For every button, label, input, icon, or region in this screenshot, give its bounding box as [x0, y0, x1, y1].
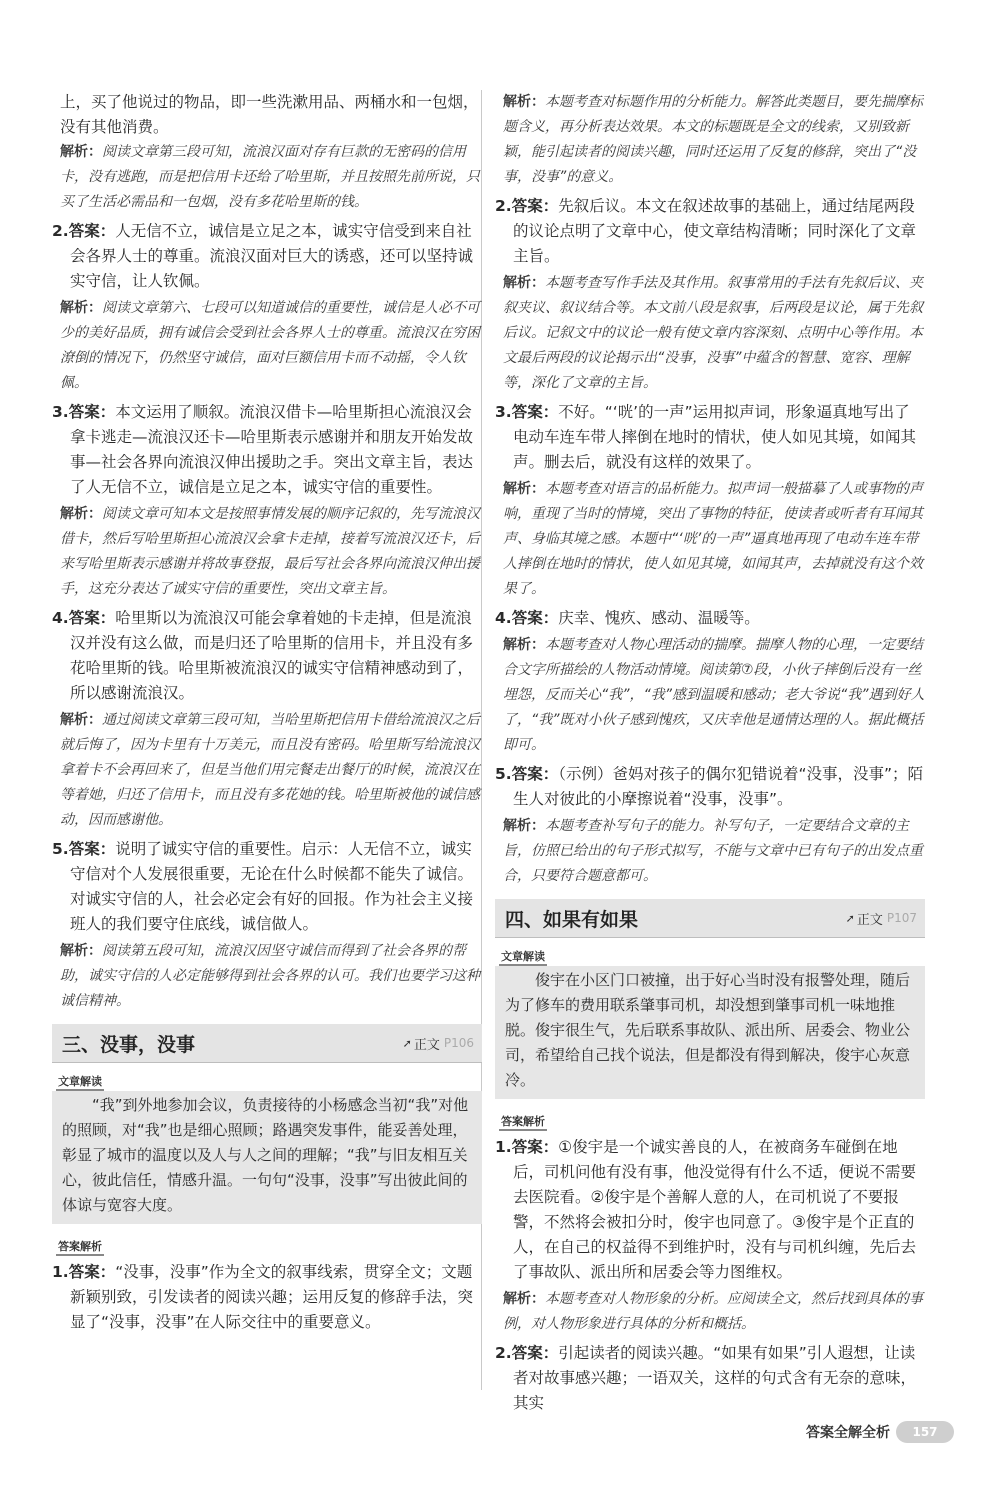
section-page-ref: ➚ 正文 P106 — [402, 1036, 474, 1053]
answer: 2.答案：引起读者的阅读兴趣。“如果有如果”引人遐想，让读者对故事感兴趣；一语双关，这样的句式含有无奈的意味，其实 — [495, 1344, 917, 1412]
answer: 3.答案：本文运用了顺叙。流浪汉借卡—哈里斯担心流浪汉会拿卡逃走—流浪汉还卡—哈里斯表示感谢并和朋友开始发故事—社会各界向流浪汉伸出援助之手。突出文章主旨，表达了人无信不立，诚信是立足之本，诚实守信的重要性。 — [52, 403, 474, 496]
section-header-3 — [52, 1024, 482, 1063]
answer: 2.答案：人无信不立，诚信是立足之本，诚实守信受到来自社会各界人士的尊重。流浪汉面对巨大的诱惑，还可以坚持诚实守信，让人钦佩。 — [52, 222, 474, 290]
explanation: 解析：本题考查对人物心理活动的揣摩。揣摩人物的心理，一定要结合文字所描绘的人物活动情境。阅读第⑦段，小伙子摔倒后没有一丝埋怨，反而关心“我”，“我”感到温暖和感动；老大爷说“我”遇到好人了，“我”既对小伙子感到愧疚，又庆幸他是通情达理的人。据此概括即可。 — [503, 637, 925, 753]
answer-continuation: 上，买了他说过的物品，即一些洗漱用品、两桶水和一包烟，没有其他消费。 — [60, 93, 479, 136]
answer: 5.答案：说明了诚实守信的重要性。启示：人无信不立，诚实守信对个人发展很重要，无论在什么时候都不能失了诚信。对诚实守信的人，社会必定会有好的回报。作为社会主义接班人的我们要守住底线，诚信做人。 — [52, 840, 474, 933]
s3-question-2 — [495, 194, 925, 396]
summary-tag: 文章解读 — [499, 948, 547, 966]
answer: 4.答案：庆幸、愧疚、感动、温暖等。 — [495, 609, 760, 627]
answer: 2.答案：先叙后议。本文在叙述故事的基础上，通过结尾两段的议论点明了文章中心，使文章结构清晰；同时深化了文章主旨。 — [495, 197, 917, 265]
explanation: 解析：本题考查补写句子的能力。补写句子，一定要结合文章的主旨，仿照已给出的句子形式拟写，不能与文章中已有句子的出发点重合，只要符合题意都可。 — [503, 818, 923, 884]
answer: 1.答案：①俊宇是一个诚实善良的人，在被商务车碰倒在地后，司机问他有没有事，他没觉得有什么不适，便说不需要去医院看。②俊宇是个善解人意的人，在司机说了不要报警，不然将会被扣分时，俊宇也同意了。③俊宇是个正直的人，在自己的权益得不到维护时，没有与司机纠缠，先后去了事故队、派出所和居委会等力图维权。 — [495, 1138, 917, 1281]
question-5 — [52, 837, 482, 1014]
explanation: 解析：本题考查对语言的品析能力。拟声词一般描摹了人或事物的声响，重现了当时的情境，突出了事物的特征，使读者或听者有耳闻其声、身临其境之感。本题中“‘咣’的一声”逼真地再现了电动车连车带人摔倒在地时的情状，使人如见其境，如闻其声，去掉就没有这个效果了。 — [503, 481, 923, 597]
explanation: 解析：阅读文章可知本文是按照事情发展的顺序记叙的，先写流浪汉借卡，然后写哈里斯担心流浪汉会拿卡走掉，接着写流浪汉还卡，后来写哈里斯表示感谢并将故事登报，最后写社会各界向流浪汉伸出援手，这充分表达了诚实守信的重要性，突出文章主旨。 — [60, 506, 480, 597]
answer: 4.答案：哈里斯以为流浪汉可能会拿着她的卡走掉，但是流浪汉并没有这么做，而是归还了哈里斯的信用卡，并且没有多花哈里斯的钱。哈里斯被流浪汉的诚实守信精神感动到了，所以感谢流浪汉。 — [52, 609, 474, 702]
article-summary: “我”到外地参加会议，负责接待的小杨感念当初“我”对他的照顾，对“我”也是细心照顾；路遇突发事件，能妥善处理，彰显了城市的温度以及人与人之间的理解；“我”与旧友相互关心，彼此信任，情感升温。一句句“没事，没事”写出彼此间的体谅与宽容大度。 — [52, 1091, 482, 1224]
explanation: 解析：通过阅读文章第三段可知，当哈里斯把信用卡借给流浪汉之后就后悔了，因为卡里有十万美元，而且没有密码。哈里斯写给流浪汉拿着卡不会再回来了，但是当他们用完餐走出餐厅的时候，流浪汉在等着她，归还了信用卡，而且没有多花她的钱。哈里斯被他的诚信感动，因而感谢他。 — [60, 712, 480, 828]
explanation: 解析：阅读文章第六、七段可以知道诚信的重要性，诚信是人必不可少的美好品质，拥有诚信会受到社会各界人士的尊重。流浪汉在穷困潦倒的情况下，仍然坚守诚信，面对巨额信用卡而不动摇，令人钦佩。 — [60, 300, 480, 391]
s3-question-1 — [52, 1260, 482, 1335]
page-number: 157 — [896, 1421, 954, 1443]
question-2 — [52, 219, 482, 396]
summary-tag: 文章解读 — [56, 1073, 104, 1091]
s3-question-3 — [495, 400, 925, 602]
explanation: 解析：本题考查对标题作用的分析能力。解答此类题目，要先揣摩标题含义，再分析表达效果。本文的标题既是全文的线索，又别致新颖，能引起读者的阅读兴趣，同时还运用了反复的修辞，突出了“没事，没事”的意义。 — [503, 94, 923, 185]
explanation: 解析：阅读文章第三段可知，流浪汉面对存有巨款的无密码的信用卡，没有逃跑，而是把信用卡还给了哈里斯，并且按照先前所说，只买了生活必需品和一包烟，没有多花哈里斯的钱。 — [60, 144, 480, 210]
explanation: 解析：本题考查写作手法及其作用。叙事常用的手法有先叙后议、夹叙夹议、叙议结合等。本文前八段是叙事，后两段是议论，属于先叙后议。记叙文中的议论一般有使文章内容深刻、点明中心等作用。本文最后两段的议论揭示出“没事，没事”中蕴含的智慧、宽容、理解等，深化了文章的主旨。 — [503, 275, 923, 391]
question-3 — [52, 400, 482, 602]
s4-question-2 — [495, 1341, 925, 1416]
answers-tag: 答案解析 — [56, 1238, 104, 1256]
left-column — [52, 90, 482, 1339]
page-footer — [806, 1417, 954, 1447]
arrow-icon: ➚ — [845, 911, 855, 925]
answers-tag: 答案解析 — [499, 1113, 547, 1131]
explanation: 解析：本题考查对人物形象的分析。应阅读全文，然后找到具体的事例，对人物形象进行具体的分析和概括。 — [503, 1291, 923, 1332]
section-header-4 — [495, 899, 925, 938]
s3-question-4 — [495, 606, 925, 758]
section-title: 四、如果有如果 — [505, 908, 639, 931]
footer-title: 答案全解全析 — [806, 1425, 890, 1441]
s3-question-5 — [495, 762, 925, 889]
answer: 5.答案：（示例）爸妈对孩子的偶尔犯错说着“没事，没事”；陌生人对彼此的小摩擦说着“没事，没事”。 — [495, 765, 924, 808]
section-title: 三、没事，没事 — [62, 1033, 196, 1056]
answer: 1.答案：“没事，没事”作为全文的叙事线索，贯穿全文；文题新颖别致，引发读者的阅读兴趣；运用反复的修辞手法，突显了“没事，没事”在人际交往中的重要意义。 — [52, 1263, 474, 1331]
right-column — [495, 90, 925, 1420]
explanation: 解析：阅读第五段可知，流浪汉因坚守诚信而得到了社会各界的帮助，诚实守信的人必定能够得到社会各界的认可。我们也要学习这种诚信精神。 — [60, 943, 480, 1009]
question-4 — [52, 606, 482, 833]
section-page-ref: ➚ 正文 P107 — [845, 911, 917, 928]
answer: 3.答案：不好。“‘咣’的一声”运用拟声词，形象逼真地写出了电动车连车带人摔倒在地时的情状，使人如见其境，如闻其声。删去后，就没有这样的效果了。 — [495, 403, 917, 471]
s4-question-1 — [495, 1135, 925, 1337]
arrow-icon: ➚ — [402, 1036, 412, 1050]
article-summary: 俊宇在小区门口被撞，出于好心当时没有报警处理，随后为了修车的费用联系肇事司机，却没想到肇事司机一味地推脱。俊宇很生气，先后联系事故队、派出所、居委会、物业公司，希望给自己找个说法，但是都没有得到解决，俊宇心灰意冷。 — [495, 966, 925, 1099]
